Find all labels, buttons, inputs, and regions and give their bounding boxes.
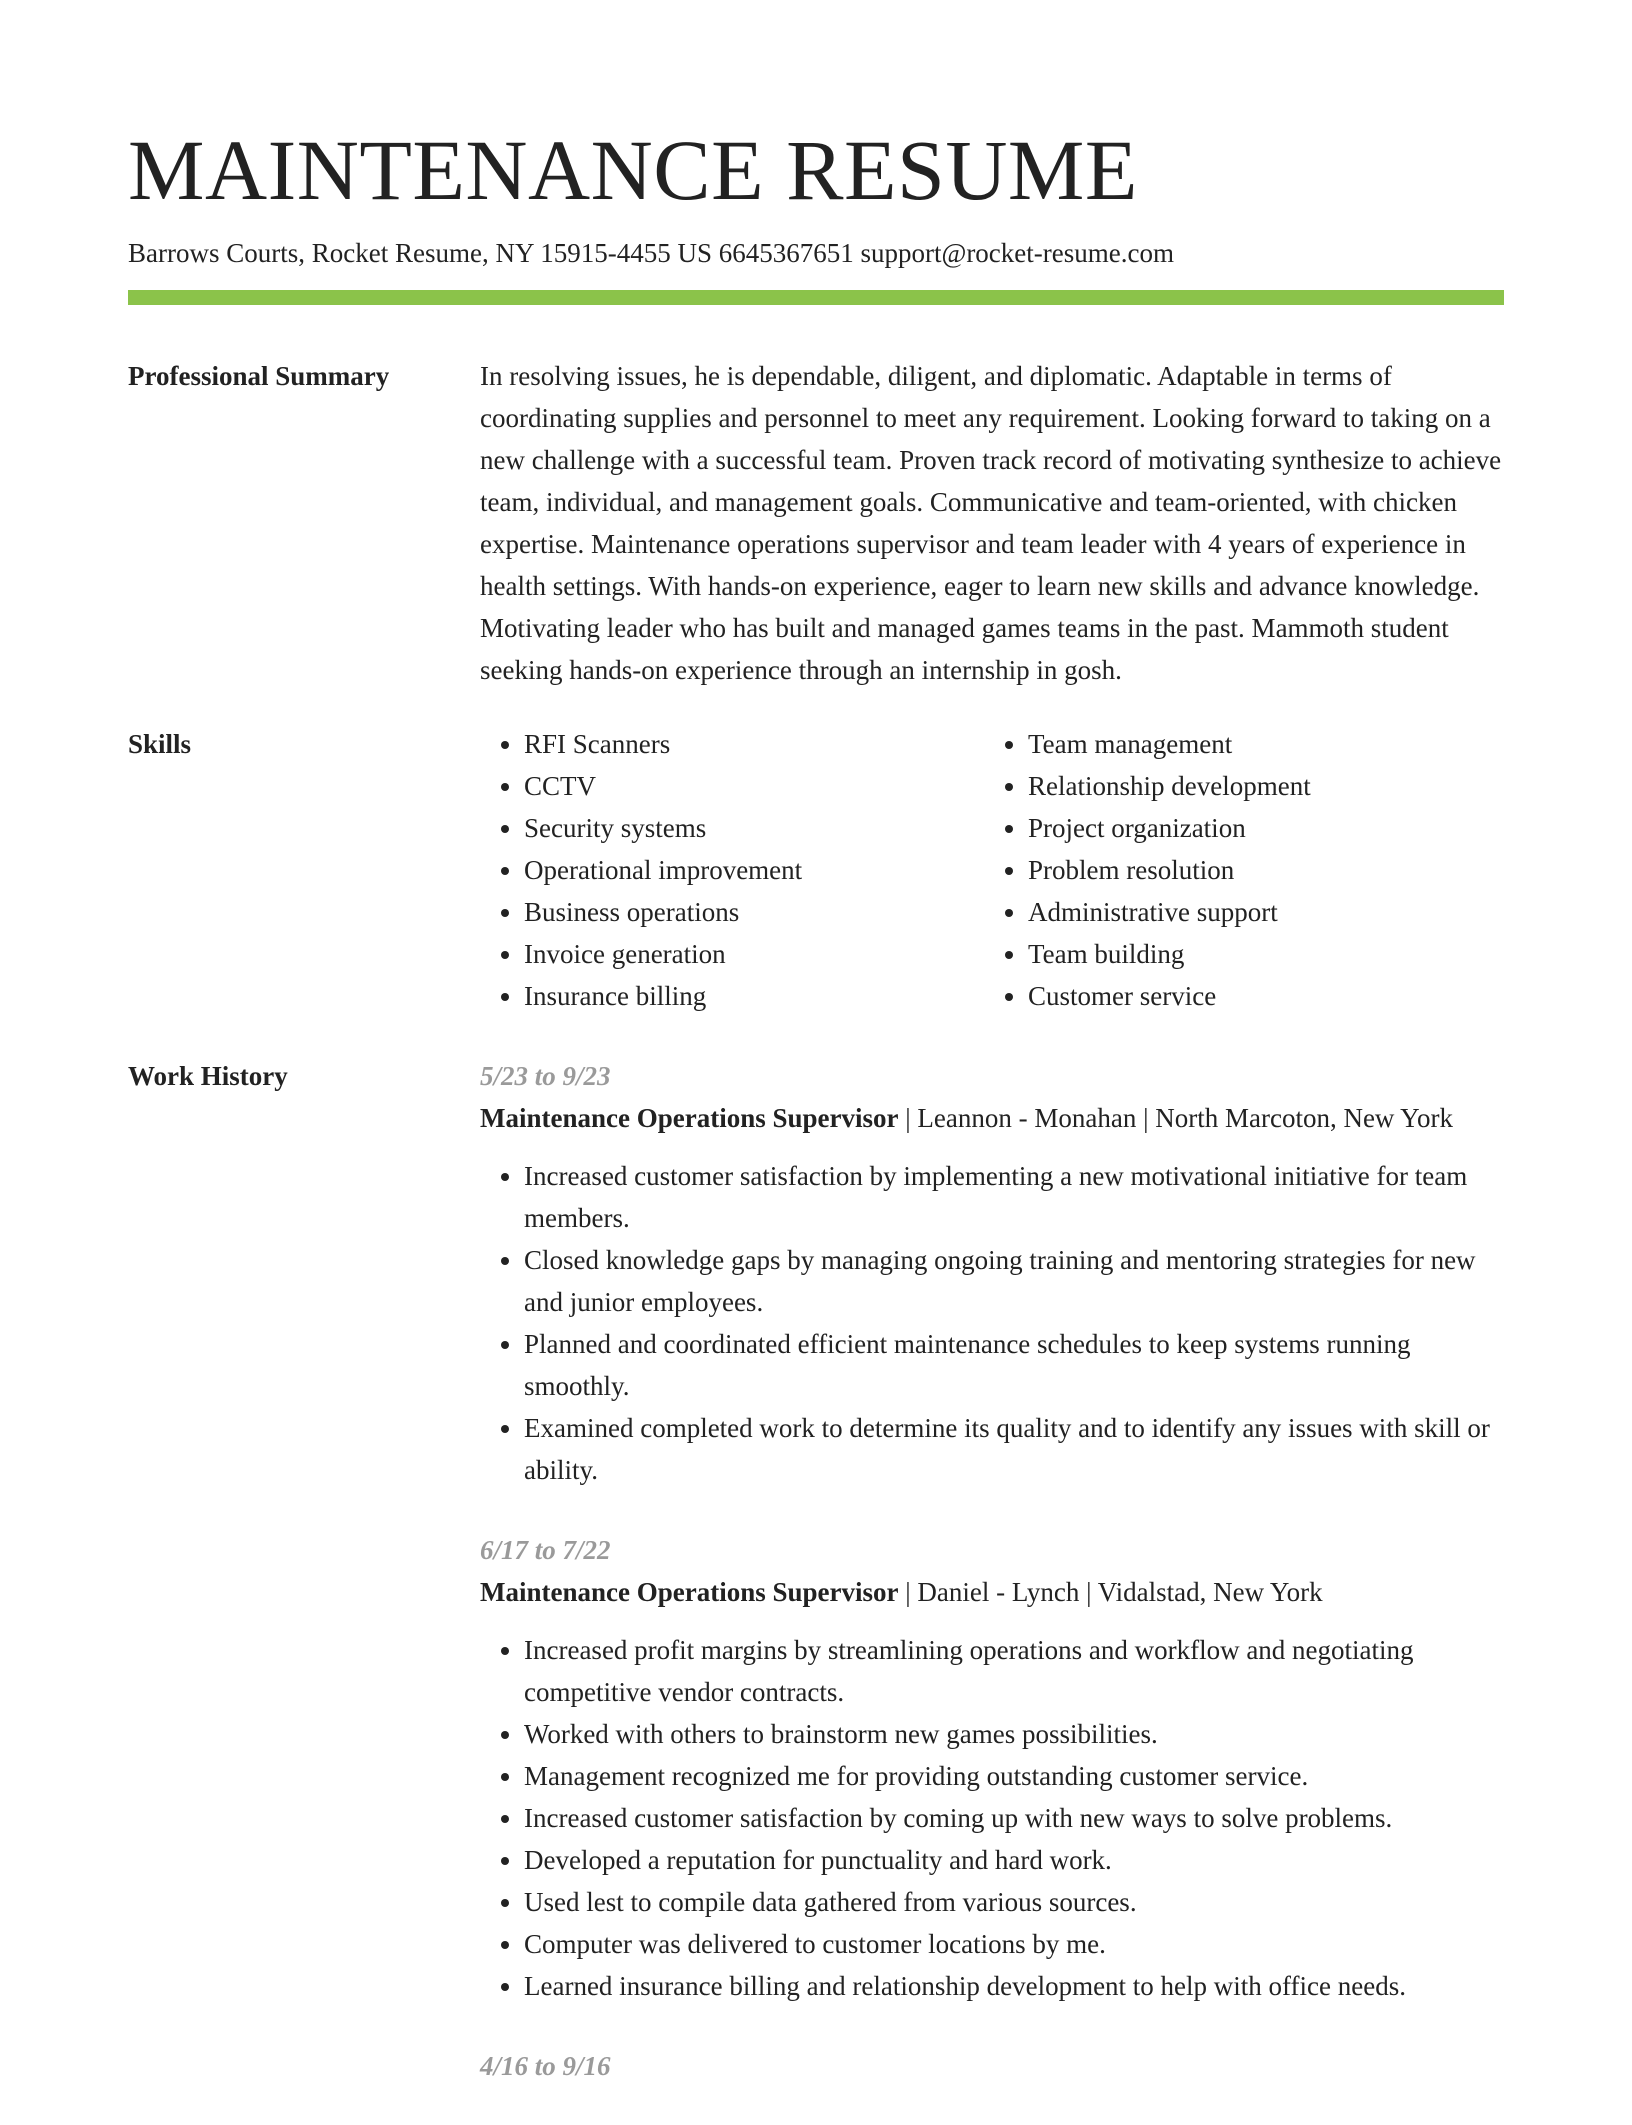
skill-item: • Security systems xyxy=(524,807,984,849)
skill-item: • Operational improvement xyxy=(524,849,984,891)
job-bullet: • Worked with others to brainstorm new games possibilities. xyxy=(524,1713,1504,1755)
skill-item: • Insurance billing xyxy=(524,975,984,1017)
summary-text: In resolving issues, he is dependable, diligent, and diplomatic. Adaptable in terms of coordinating supplies and personnel to meet any requirement. Looking forward to taking on a new challenge with a successful team. Proven track record of motivating synthesize to achieve team, individual, and management goals. Communicative and team-oriented, with chicken expertise. Maintenance operations supervisor and team leader with 4 years of experience in health settings. With hands-on experience, eager to learn new skills and advance knowledge. Motivating leader who has built and managed games teams in the past. Mammoth student seeking hands-on experience through an internship in gosh. xyxy=(480,361,1502,685)
job-title: Maintenance Operations Supervisor xyxy=(480,1577,899,1607)
job-employer-location: | Leannon - Monahan | North Marcoton, New York xyxy=(898,1103,1453,1133)
job-dates: 5/23 to 9/23 xyxy=(480,1061,611,1091)
skill-item: • Relationship development xyxy=(1028,765,1504,807)
job-heading xyxy=(480,1571,1504,1613)
work-history-section xyxy=(128,1055,1504,2125)
skill-item: • RFI Scanners xyxy=(524,723,984,765)
skill-item: • Problem resolution xyxy=(1028,849,1504,891)
section-label-work-history: Work History xyxy=(128,1061,288,1091)
job-bullet: • Learned insurance billing and relationship development to help with office needs. xyxy=(524,1965,1504,2007)
job-title: Maintenance Operations Supervisor xyxy=(480,1103,899,1133)
header-divider xyxy=(128,290,1504,305)
section-label-skills: Skills xyxy=(128,729,192,759)
resume-page xyxy=(128,0,1504,2125)
skills-list-left xyxy=(480,723,984,1017)
professional-summary-section xyxy=(128,355,1504,691)
job-dates: 4/16 to 9/16 xyxy=(480,2051,611,2081)
job-bullet: • Used lest to compile data gathered from various sources. xyxy=(524,1881,1504,1923)
skill-item: • Business operations xyxy=(524,891,984,933)
section-label-summary: Professional Summary xyxy=(128,361,390,391)
skill-item: • Team management xyxy=(1028,723,1504,765)
job-bullet: • Increased customer satisfaction by implementing a new motivational initiative for team members. xyxy=(524,1155,1504,1239)
job-heading xyxy=(480,1097,1504,1139)
job-bullets xyxy=(480,1629,1504,2007)
job-bullet: • Increased profit margins by streamlining operations and workflow and negotiating competitive vendor contracts. xyxy=(524,1629,1504,1713)
skill-item: • Invoice generation xyxy=(524,933,984,975)
job-bullet: • Increased customer satisfaction by coming up with new ways to solve problems. xyxy=(524,1797,1504,1839)
resume-title: MAINTENANCE RESUME xyxy=(128,122,1138,218)
skill-item: • Customer service xyxy=(1028,975,1504,1017)
job-employer-location: | Daniel - Lynch | Vidalstad, New York xyxy=(898,1577,1323,1607)
job-bullet: • Closed knowledge gaps by managing ongoing training and mentoring strategies for new and junior employees. xyxy=(524,1239,1504,1323)
skill-item: • Administrative support xyxy=(1028,891,1504,933)
job-bullets xyxy=(480,1155,1504,1491)
contact-line: Barrows Courts, Rocket Resume, NY 15915-4455 US 6645367651 support@rocket-resume.com xyxy=(128,238,1174,268)
skill-item: • Team building xyxy=(1028,933,1504,975)
job-bullet: • Examined completed work to determine its quality and to identify any issues with skill or ability. xyxy=(524,1407,1504,1491)
job-entry xyxy=(480,2045,1504,2087)
skill-item: • Project organization xyxy=(1028,807,1504,849)
skills-list-right xyxy=(984,723,1504,1017)
job-dates: 6/17 to 7/22 xyxy=(480,1535,611,1565)
job-bullet: • Developed a reputation for punctuality and hard work. xyxy=(524,1839,1504,1881)
skill-item: • CCTV xyxy=(524,765,984,807)
job-bullet: • Planned and coordinated efficient maintenance schedules to keep systems running smoothly. xyxy=(524,1323,1504,1407)
job-bullet: • Management recognized me for providing outstanding customer service. xyxy=(524,1755,1504,1797)
job-bullet: • Computer was delivered to customer locations by me. xyxy=(524,1923,1504,1965)
job-entry xyxy=(480,1055,1504,1491)
job-entry xyxy=(480,1529,1504,2007)
skills-section xyxy=(128,723,1504,1017)
